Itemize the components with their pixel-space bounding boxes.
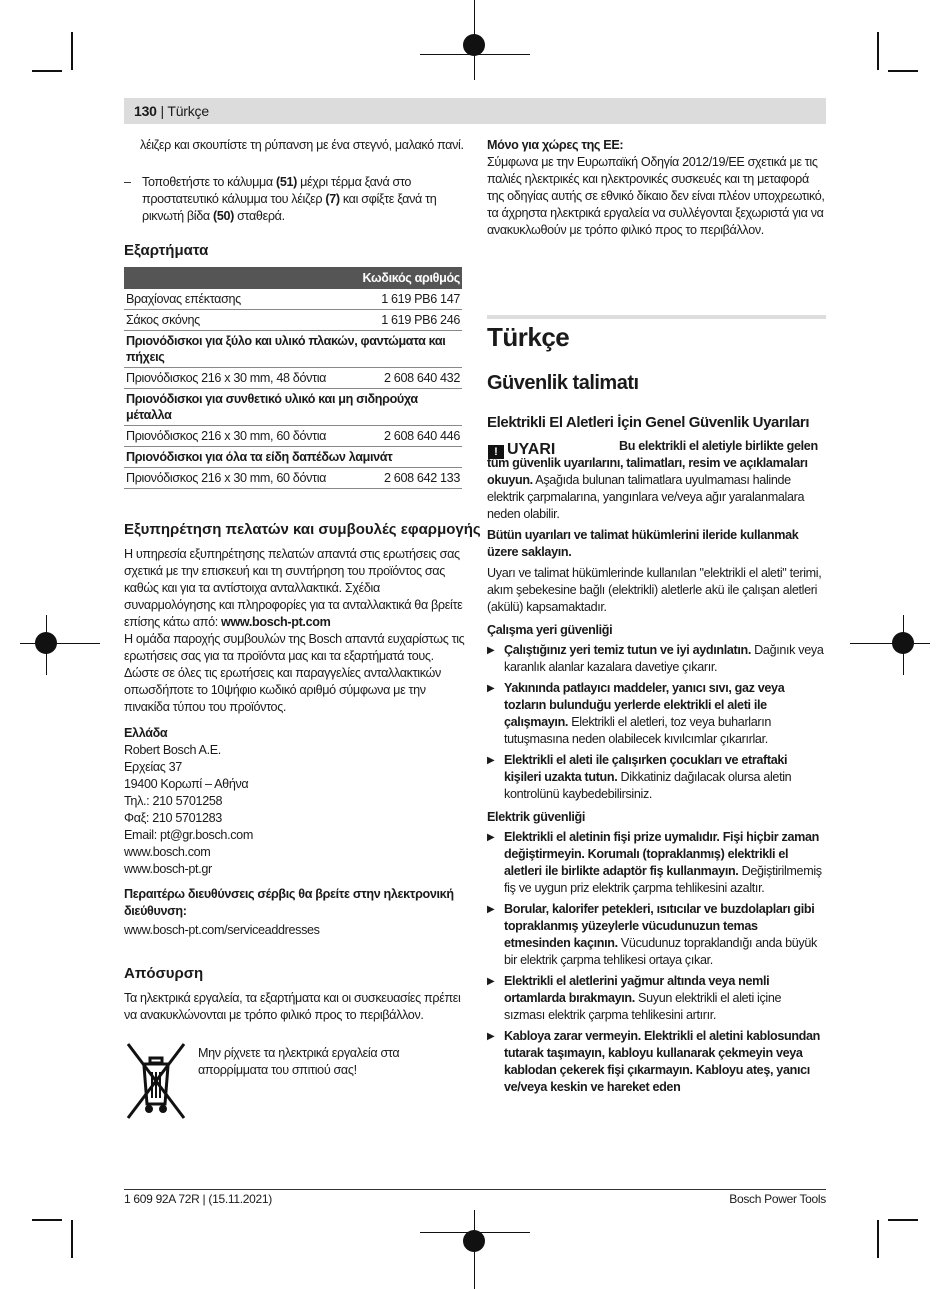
- page-number: 130: [134, 103, 157, 119]
- step-ref: (7): [325, 192, 340, 206]
- bullet-marker: ▶: [487, 683, 495, 694]
- keep-instructions: Bütün uyarıları ve talimat hükümlerini ileride kullanmak üzere saklayın.: [487, 528, 799, 559]
- table-row: [124, 468, 462, 489]
- service-title: Εξυπηρέτηση πελατών και συμβουλές εφαρμογής: [124, 521, 481, 538]
- address-block: [124, 742, 466, 878]
- step-text: σταθερά.: [233, 209, 285, 223]
- bullet-marker: ▶: [487, 755, 495, 766]
- term-paragraph: Uyarı ve talimat hükümlerinde kullanılan "elektrikli el aleti" terimi, akım şebekesine bağlı (elektrikli) aletlerle akü ile çalışan aletleri (akülü) kapsamaktadır.: [487, 566, 822, 614]
- item-code: 2 608 642 133: [360, 468, 462, 489]
- bullet-bold-text: Borular, kalorifer petekleri, ısıtıcılar ve buzdolapları gibi topraklanmış yüzeylerle vücudunuzun temas etmesinden kaçının.: [504, 902, 815, 950]
- footer-brand: Bosch Power Tools: [729, 1192, 826, 1206]
- language-title: Türkçe: [487, 322, 570, 352]
- group-label: Πριονόδισκοι για συνθετικό υλικό και μη σιδηρούχα μέταλλα: [124, 389, 462, 426]
- warning-label-text: UYARI: [507, 441, 556, 458]
- service-paragraph: Η ομάδα παροχής συμβουλών της Bosch απαντά ευχαρίστως τις ερωτήσεις σας για τα προϊόντα μας και τα εξαρτήματά τους.: [124, 632, 465, 663]
- crop-mark: [888, 1219, 918, 1221]
- electrical-safety-list: [487, 829, 825, 1096]
- accessories-title: Εξαρτήματα: [124, 242, 209, 259]
- electrical-safety-item: [487, 829, 825, 897]
- crop-mark: [32, 70, 62, 72]
- registration-dot: [892, 632, 914, 654]
- bullet-bold-text: Kabloya zarar vermeyin. Elektrikli el aletini kablosundan tutarak taşımayın, kabloyu kullanarak çekmeyin veya kablodan çekerek fişi çıkarmayın. Kabloyu ateş, yanıcı ve/veya keskin ve hareket eden: [504, 1029, 821, 1094]
- crop-mark: [71, 1220, 73, 1258]
- registration-dot: [35, 632, 57, 654]
- crop-mark: [877, 32, 879, 70]
- bullet-marker: ▶: [487, 645, 495, 656]
- address-line: Email: pt@gr.bosch.com: [124, 828, 253, 842]
- address-line: www.bosch.com: [124, 845, 211, 859]
- crop-mark: [888, 70, 918, 72]
- disposal-icon-caption: [198, 1045, 418, 1079]
- accessories-table: [124, 267, 462, 489]
- bullet-bold-text: Elektrikli el aletlerini yağmur altında veya nemli ortamlarda bırakmayın.: [504, 974, 770, 1005]
- address-line: 19400 Κορωπί – Αθήνα: [124, 777, 249, 791]
- intro-continuation: [140, 137, 465, 154]
- address-line: www.bosch-pt.gr: [124, 862, 212, 876]
- crop-mark: [877, 1220, 879, 1258]
- address-line: Robert Bosch A.E.: [124, 743, 221, 757]
- bullet-marker: ▶: [487, 832, 495, 843]
- disposal-title: Απόσυρση: [124, 965, 204, 982]
- work-area-title: Çalışma yeri güvenliği: [487, 623, 613, 637]
- more-addresses-title: Περαιτέρω διευθύνσεις σέρβις θα βρείτε στην ηλεκτρονική διεύθυνση:: [124, 887, 454, 918]
- service-link[interactable]: www.bosch-pt.com: [221, 615, 331, 629]
- item-name: Πριονόδισκος 216 x 30 mm, 60 δόντια: [124, 468, 360, 489]
- crop-mark: [32, 1219, 62, 1221]
- table-row: [124, 368, 462, 389]
- service-paragraph: Δώστε σε όλες τις ερωτήσεις και παραγγελίες ανταλλακτικών οπωσδήποτε το 10ψήφιο κωδικό αριθμό σύμφωνα με την πινακίδα τύπου του προϊόντος.: [124, 666, 441, 714]
- group-label: Πριονόδισκοι για ξύλο και υλικό πλακών, φαντώματα και πήχεις: [124, 331, 462, 368]
- disposal-text: [124, 990, 464, 1024]
- bullet-text: Elektrikli el aletleri, toz veya buharların tutuşmasına neden olabilecek kıvılcımlar çıkarırlar.: [504, 715, 772, 746]
- bullet-text: Değiştirilmemiş fiş ve uygun priz elektrik çarpma tehlikesini azaltır.: [504, 864, 822, 895]
- table-body: [124, 289, 462, 489]
- work-area-item: [487, 642, 825, 676]
- greece-title: Ελλάδα: [124, 726, 168, 740]
- warning-text: Aşağıda bulunan talimatlara uyulmaması halinde elektrik çarpmalarına, yangınlara ve/veya ağır yaralanmalara neden olabilir.: [487, 473, 805, 521]
- item-code: 1 619 PB6 147: [360, 289, 462, 310]
- electrical-safety-item: [487, 901, 825, 969]
- intro-text: λέιζερ και σκουπίστε τη ρύπανση με ένα στεγνό, μαλακό πανί.: [140, 138, 464, 152]
- work-area-item: [487, 752, 825, 803]
- bullet-text: Dağınık veya karanlık alanlar kazalara davetiye çıkarır.: [504, 643, 824, 674]
- disposal-icon-text: Μην ρίχνετε τα ηλεκτρικά εργαλεία στα απορρίμματα του σπιτιού σας!: [198, 1046, 400, 1077]
- table-group-row: [124, 389, 462, 426]
- item-code: 2 608 640 432: [360, 368, 462, 389]
- item-code: 2 608 640 446: [360, 426, 462, 447]
- registration-dot: [463, 1230, 485, 1252]
- item-name: Βραχίονας επέκτασης: [124, 289, 360, 310]
- bullet-marker: ▶: [487, 904, 495, 915]
- group-label: Πριονόδισκοι για όλα τα είδη δαπέδων λαμινάτ: [124, 447, 462, 468]
- step-text: Τοποθετήστε το κάλυμμα: [142, 175, 276, 189]
- eu-title: Μόνο για χώρες της ΕΕ:: [487, 138, 624, 152]
- table-row: [124, 426, 462, 447]
- bullet-marker: ▶: [487, 976, 495, 987]
- bullet-bold-text: Çalıştığınız yeri temiz tutun ve iyi aydınlatın.: [504, 643, 752, 657]
- item-name: Πριονόδισκος 216 x 30 mm, 60 δόντια: [124, 426, 360, 447]
- dash-marker: –: [124, 175, 131, 189]
- crossed-bin-icon: [126, 1042, 186, 1122]
- electrical-safety-title: Elektrik güvenliği: [487, 810, 585, 824]
- item-code: 1 619 PB6 246: [360, 310, 462, 331]
- address-line: Φαξ: 210 5701283: [124, 811, 222, 825]
- more-addresses-url[interactable]: www.bosch-pt.com/serviceaddresses: [124, 923, 320, 937]
- eu-section: [487, 137, 825, 239]
- item-name: Σάκος σκόνης: [124, 310, 360, 331]
- work-area-list: [487, 642, 825, 803]
- footer-doc-id: 1 609 92A 72R | (15.11.2021): [124, 1192, 272, 1206]
- step-text: μέχρι τέρμα ξανά στο προστατευτικό κάλυμμα του λέιζερ: [142, 175, 412, 206]
- bullet-text: Vücudunuz topraklandığı anda büyük bir elektrik çarpma tehlikesi ortaya çıkar.: [504, 936, 817, 967]
- bullet-text: Dikkatiniz dağılacak olursa aletin kontrolünü kaybedebilirsiniz.: [504, 770, 792, 801]
- table-row: [124, 289, 462, 310]
- table-header-cell: Κωδικός αριθμός: [124, 267, 462, 289]
- bullet-bold-text: Elektrikli el aletinin fişi prize uymalıdır. Fişi hiçbir zaman değiştirmeyin. Korumalı (topraklanmış) elektrikli el aletleri ile birlikte adaptör fiş kullanmayın.: [504, 830, 819, 878]
- step-item: [124, 174, 464, 225]
- table-group-row: [124, 331, 462, 368]
- service-text: Η υπηρεσία εξυπηρέτησης πελατών απαντά στις ερωτήσεις σας σχετικά με την επισκευή και τη συντήρηση του προϊόντος σας καθώς και για τα αντίστοιχα ανταλλακτικά. Σχέδια συναρμολόγησης και πληροφορίες για τα ανταλλακτικά θα βρείτε επίσης κάτω από:: [124, 547, 463, 629]
- electrical-safety-item: [487, 1028, 825, 1096]
- section-separator: [487, 315, 826, 319]
- warning-bold-text: Bu elektrikli el aletiyle birlikte gelen tüm güvenlik uyarılarını, talimatları, resim ve açıklamaları okuyun.: [487, 439, 818, 487]
- bullet-text: Suyun elektrikli el aleti içine sızması elektrik çarpma tehlikesini artırır.: [504, 991, 782, 1022]
- registration-mark: [20, 643, 100, 644]
- crop-mark: [71, 32, 73, 70]
- step-text: και σφίξτε ξανά τη ρικνωτή βίδα: [142, 192, 437, 223]
- electrical-safety-item: [487, 973, 825, 1024]
- bullet-marker: ▶: [487, 1031, 495, 1042]
- footer-rule: [124, 1189, 826, 1190]
- address-line: Τηλ.: 210 5701258: [124, 794, 223, 808]
- header-language: Türkçe: [167, 103, 209, 119]
- step-ref: (50): [212, 209, 234, 223]
- warning-section: [487, 438, 825, 1100]
- work-area-item: [487, 680, 825, 748]
- disposal-paragraph: Τα ηλεκτρικά εργαλεία, τα εξαρτήματα και οι συσκευασίες πρέπει να ανακυκλώνονται με τρόπο φιλικό προς το περιβάλλον.: [124, 991, 461, 1022]
- page-header: [134, 103, 209, 119]
- service-section: [124, 546, 466, 939]
- item-name: Πριονόδισκος 216 x 30 mm, 48 δόντια: [124, 368, 360, 389]
- bullet-bold-text: Elektrikli el aleti ile çalışırken çocukları ve etraftaki kişileri uzakta tutun.: [504, 753, 788, 784]
- bullet-bold-text: Yakınında patlayıcı maddeler, yanıcı sıvı, gaz veya tozların bulunduğu yerlerde elektrikli el aleti ile çalışmayın.: [504, 681, 785, 729]
- table-group-row: [124, 447, 462, 468]
- header-separator: |: [160, 103, 164, 119]
- registration-dot: [463, 34, 485, 56]
- safety-title: Güvenlik talimatı: [487, 372, 639, 394]
- warning-icon: !: [488, 445, 504, 459]
- address-line: Ερχείας 37: [124, 760, 182, 774]
- eu-paragraph: Σύμφωνα με την Ευρωπαϊκή Οδηγία 2012/19/ΕΕ σχετικά με τις παλιές ηλεκτρικές και ηλεκτρονικές συσκευές και τη μεταφορά της οδηγίας αυτής σε εθνικό δίκαιο δεν είναι πλέον υποχρεωτικό, τα άχρηστα ηλεκτρικά εργαλεία να συλλέγονται ξεχωριστά για να ανακυκλωθούν με τρόπο φιλικό προς το περιβάλλον.: [487, 155, 825, 237]
- step-ref: (51): [275, 175, 297, 189]
- service-paragraph: [124, 546, 466, 631]
- general-safety-title: Elektrikli El Aletleri İçin Genel Güvenlik Uyarıları: [487, 414, 810, 431]
- table-row: [124, 310, 462, 331]
- page-header-bar: [124, 98, 826, 124]
- registration-mark: [850, 643, 930, 644]
- table-header: [124, 267, 462, 289]
